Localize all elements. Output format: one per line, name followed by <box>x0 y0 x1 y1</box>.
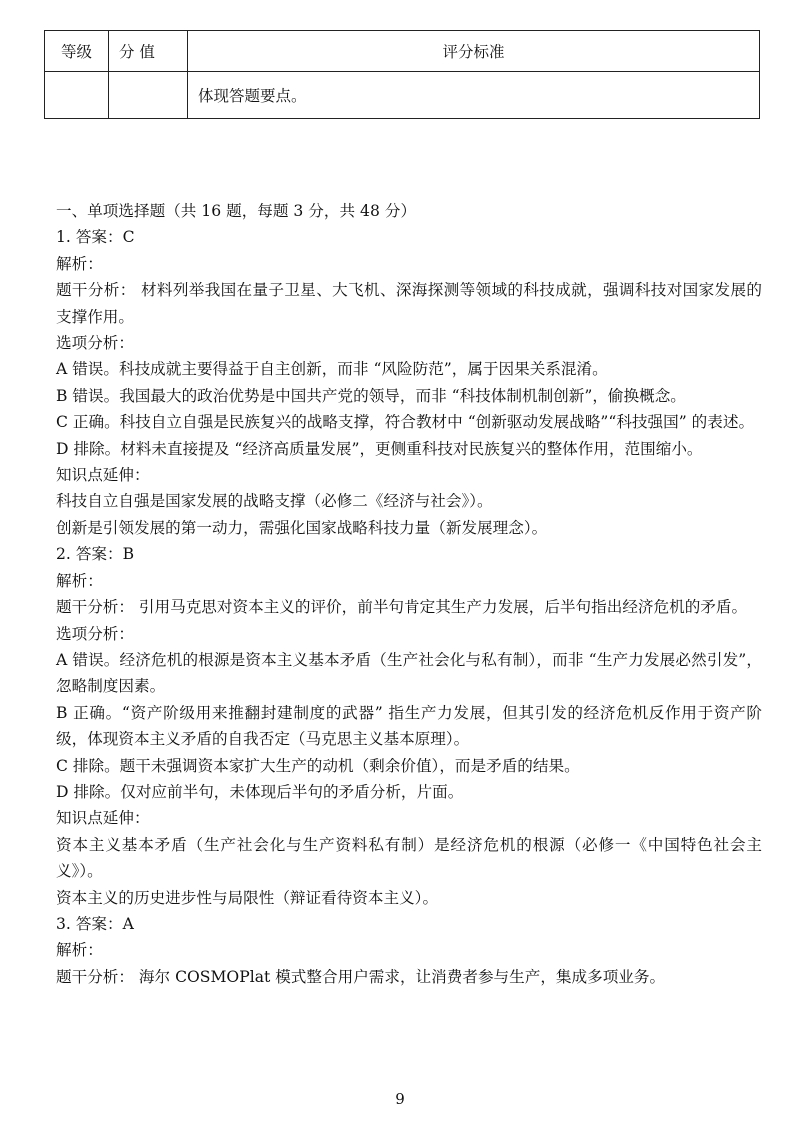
q1-option-d: D 排除。材料未直接提及 “经济高质量发展”，更侧重科技对民族复兴的整体作用，范围缩小。 <box>56 439 703 458</box>
answer-content <box>56 198 762 990</box>
q3-analysis-label: 解析： <box>56 941 103 960</box>
q1-knowledge-1: 科技自立自强是国家发展的战略支撑（必修二《经济与社会》）。 <box>56 492 493 511</box>
table-row <box>45 72 760 119</box>
q1-stem-analysis: 题干分析： 材料列举我国在量子卫星、大飞机、深海探测等领域的科技成就，强调科技对国家发展的支撑作用。 <box>56 281 762 326</box>
q1-analysis-label: 解析： <box>56 254 103 273</box>
page-number: 9 <box>395 1090 405 1108</box>
q2-stem-analysis: 题干分析： 引用马克思对资本主义的评价，前半句肯定其生产力发展，后半句指出经济危机的矛盾。 <box>56 598 748 617</box>
table-header-row <box>45 31 760 72</box>
q2-option-b: B 正确。“资产阶级用来推翻封建制度的武器” 指生产力发展，但其引发的经济危机反作用于资产阶级，体现资本主义矛盾的自我否定（马克思主义基本原理）。 <box>56 703 762 749</box>
q1-answer: 1. 答案：C <box>56 228 135 247</box>
q1-option-b: B 错误。我国最大的政治优势是中国共产党的领导，而非 “科技体制机制创新”，偷换概念。 <box>56 386 686 405</box>
q2-options-label: 选项分析： <box>56 624 134 643</box>
q2-knowledge-1: 资本主义基本矛盾（生产社会化与生产资料私有制）是经济危机的根源（必修一《中国特色社会主义》）。 <box>56 835 762 881</box>
q3-answer: 3. 答案：A <box>56 914 134 933</box>
q1-knowledge-2: 创新是引领发展的第一动力，需强化国家战略科技力量（新发展理念）。 <box>56 518 548 537</box>
cell-criteria: 体现答题要点。 <box>188 72 760 119</box>
q2-option-d: D 排除。仅对应前半句，未体现后半句的矛盾分析，片面。 <box>56 782 464 801</box>
scoring-criteria-table <box>44 30 760 119</box>
q1-knowledge-label: 知识点延伸： <box>56 466 150 485</box>
header-level: 等级 <box>45 31 109 72</box>
q2-knowledge-label: 知识点延伸： <box>56 809 150 828</box>
section-title: 一、单项选择题（共 16 题，每题 3 分，共 48 分） <box>56 202 417 220</box>
header-score: 分 值 <box>109 31 188 72</box>
cell-score <box>109 72 188 119</box>
q2-answer: 2. 答案：B <box>56 545 135 564</box>
header-criteria: 评分标准 <box>188 31 760 72</box>
q2-knowledge-2: 资本主义的历史进步性与局限性（辩证看待资本主义）。 <box>56 888 439 907</box>
q2-option-c: C 排除。题干未强调资本家扩大生产的动机（剩余价值），而是矛盾的结果。 <box>56 756 580 775</box>
q1-option-a: A 错误。科技成就主要得益于自主创新，而非 “风险防范”，属于因果关系混淆。 <box>56 360 608 379</box>
q2-option-a: A 错误。经济危机的根源是资本主义基本矛盾（生产社会化与私有制），而非 “生产力发展必然引发”，忽略制度因素。 <box>56 650 762 696</box>
q3-stem-analysis: 题干分析： 海尔 COSMOPlat 模式整合用户需求，让消费者参与生产，集成多项业务。 <box>56 967 666 986</box>
cell-level <box>45 72 109 119</box>
q1-option-c: C 正确。科技自立自强是民族复兴的战略支撑，符合教材中 “创新驱动发展战略”“科技强国” 的表述。 <box>56 413 755 432</box>
q1-options-label: 选项分析： <box>56 334 134 353</box>
q2-analysis-label: 解析： <box>56 571 103 590</box>
